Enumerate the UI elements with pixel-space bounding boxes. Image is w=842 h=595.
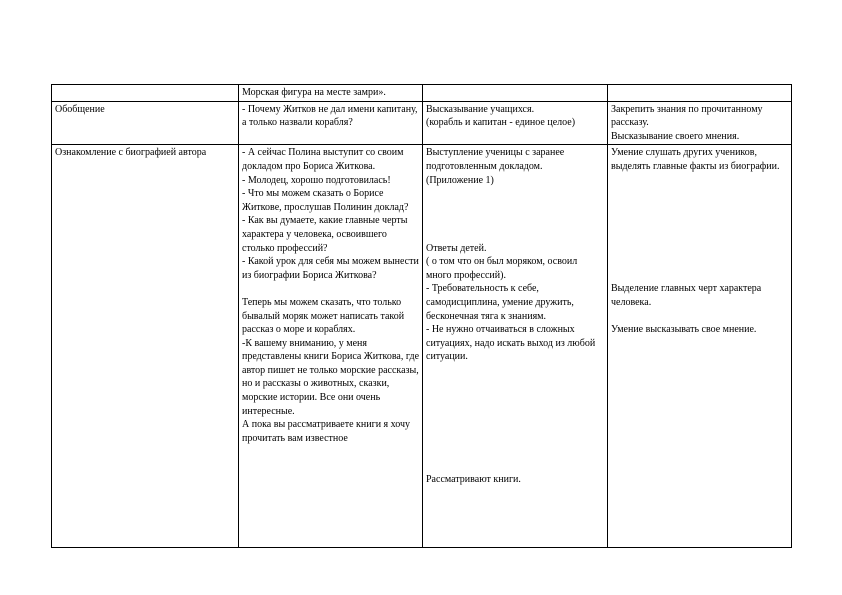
teacher-activity-cell: - А сейчас Полина выступит со своим докладом про Бориса Житкова. - Молодец, хорошо подготовилась! - Что мы можем сказать о Борисе Житкове, прослушав Полинин доклад? - Как вы думаете, какие главные черты характера у человека, освоившего столько профессий? - Какой урок для себя мы можем вынести из биографии Бориса Житкова? Теперь мы можем сказать, что только бывалый моряк может написать такой рассказ о море и кораблях. -К вашему вниманию, у меня представлены книги Бориса Житкова, где автор пишет не только морские рассказы, но и рассказы о животных, сказки, морские истории. Все они очень интересные. А пока вы рассматриваете книги я хочу прочитать вам известное (239, 145, 423, 548)
lesson-plan-table (51, 84, 792, 548)
outcome-cell: Закрепить знания по прочитанному рассказу. Высказывание своего мнения. (608, 101, 792, 145)
student-activity-cell: Выступление ученицы с заранее подготовленным докладом. (Приложение 1) Ответы детей. ( о том что он был моряком, освоил много профессий). - Требовательность к себе, самодисциплина, умение дружить, бесконечная тяга к знаниям. - Не нужно отчаиваться в сложных ситуациях, надо искать выход из любой ситуации. Рассматривают книги. (423, 145, 608, 548)
stage-cell: Ознакомление с биографией автора (52, 145, 239, 548)
teacher-activity-cell: - Почему Житков не дал имени капитану, а только назвали корабля? (239, 101, 423, 145)
outcome-cell: Умение слушать других учеников, выделять главные факты из биографии. Выделение главных черт характера человека. Умение высказывать свое мнение. (608, 145, 792, 548)
table-row (52, 145, 792, 548)
table-cell (52, 85, 239, 102)
table-cell (608, 85, 792, 102)
table-cell (423, 85, 608, 102)
student-activity-cell: Высказывание учащихся. (корабль и капитан - единое целое) (423, 101, 608, 145)
table-row (52, 101, 792, 145)
table-row (52, 85, 792, 102)
table-cell: Морская фигура на месте замри». (239, 85, 423, 102)
stage-cell: Обобщение (52, 101, 239, 145)
